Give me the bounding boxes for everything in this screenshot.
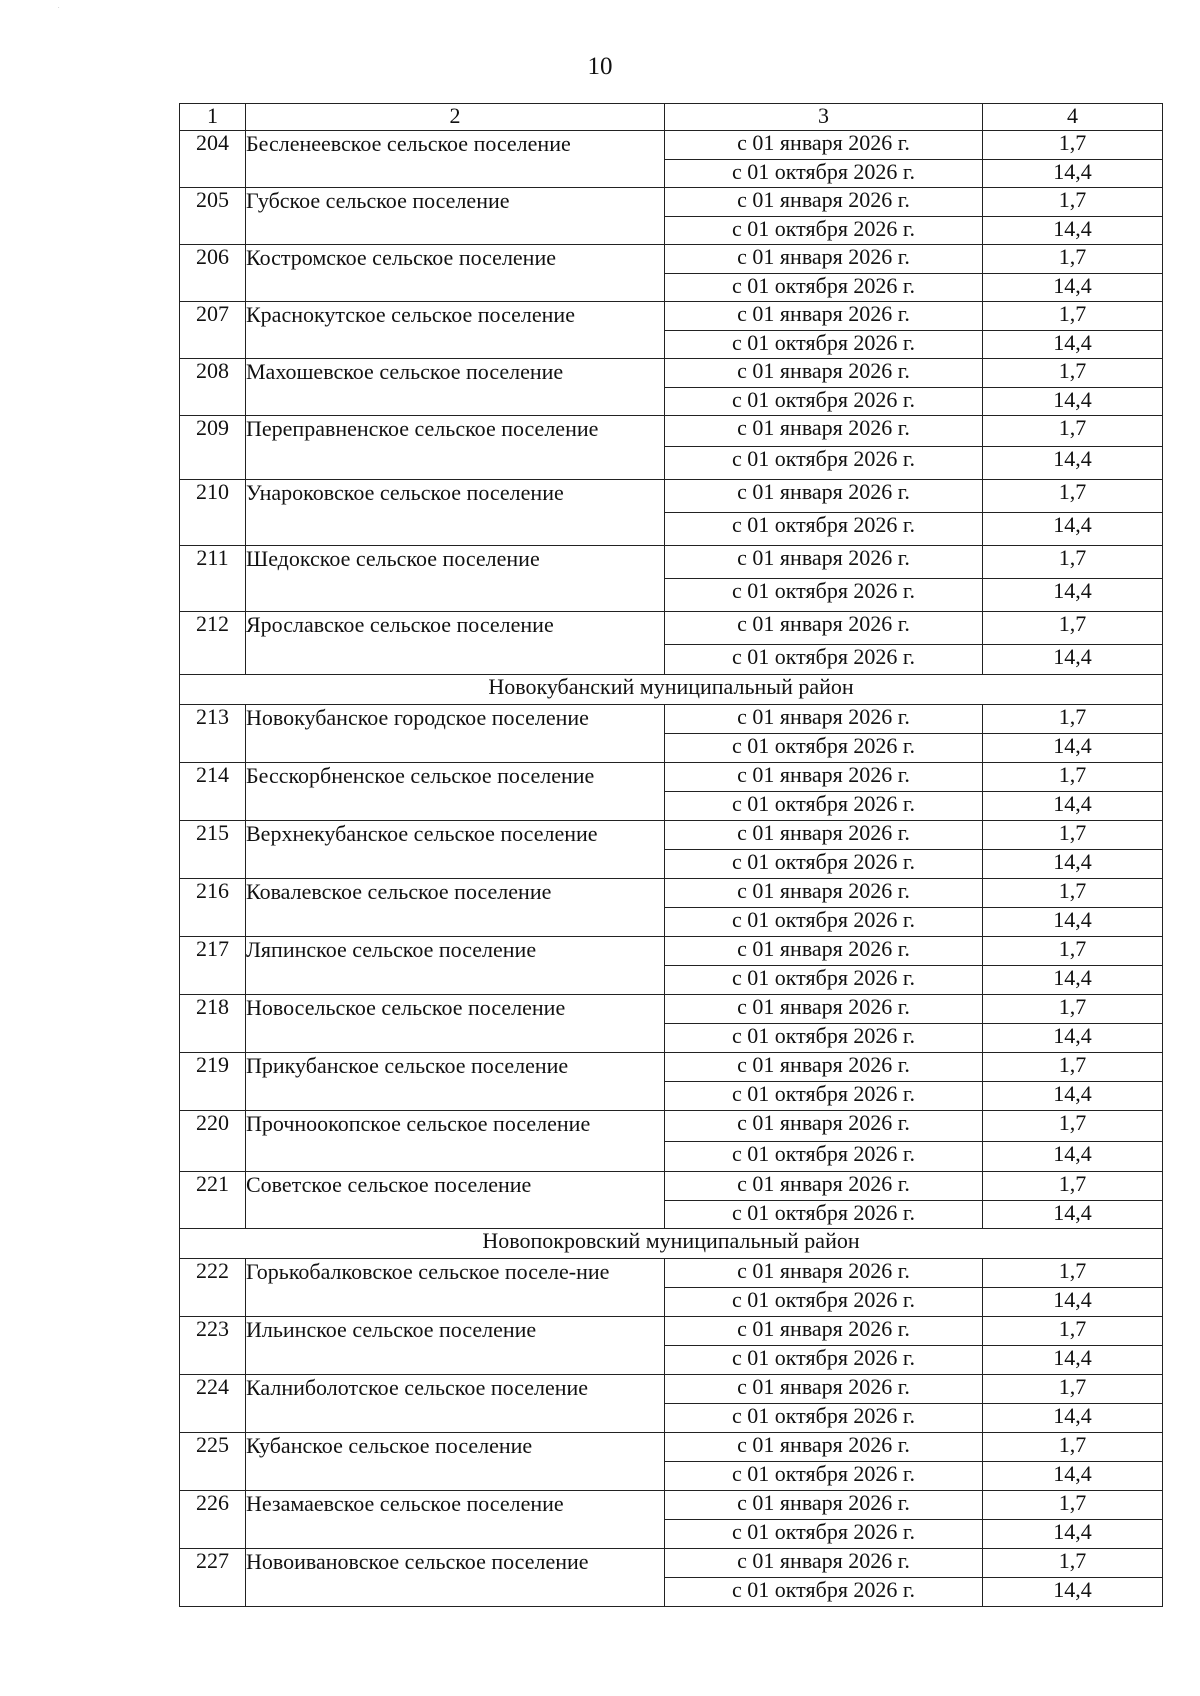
effective-date: с 01 октября 2026 г.: [665, 1520, 983, 1549]
rate-value: 1,7: [983, 612, 1163, 645]
rate-value: 14,4: [983, 1142, 1163, 1172]
header-col-3: 3: [665, 104, 983, 131]
settlement-name: Прочноокопское сельское поселение: [246, 1111, 665, 1172]
settlement-name: Махошевское сельское поселение: [246, 359, 665, 416]
row-number: 215: [180, 821, 246, 879]
settlement-name: Ярославское сельское поселение: [246, 612, 665, 675]
rate-value: 14,4: [983, 1404, 1163, 1433]
row-number: 212: [180, 612, 246, 675]
effective-date: с 01 января 2026 г.: [665, 188, 983, 217]
table-row: [180, 937, 1163, 966]
rate-value: 1,7: [983, 1317, 1163, 1346]
settlement-name: Новоивановское сельское поселение: [246, 1549, 665, 1607]
settlement-name: Краснокутское сельское поселение: [246, 302, 665, 359]
rate-value: 1,7: [983, 302, 1163, 331]
effective-date: с 01 октября 2026 г.: [665, 331, 983, 359]
rate-value: 1,7: [983, 763, 1163, 792]
district-row: [180, 675, 1163, 705]
settlement-name: Кубанское сельское поселение: [246, 1433, 665, 1491]
rate-value: 14,4: [983, 645, 1163, 675]
table-row: [180, 131, 1163, 160]
district-row: [180, 1229, 1163, 1259]
rate-value: 1,7: [983, 359, 1163, 388]
effective-date: с 01 января 2026 г.: [665, 1053, 983, 1082]
table-row: [180, 1111, 1163, 1142]
rate-value: 1,7: [983, 879, 1163, 908]
rate-value: 1,7: [983, 188, 1163, 217]
rate-value: 1,7: [983, 995, 1163, 1024]
row-number: 214: [180, 763, 246, 821]
settlement-name: Советское сельское поселение: [246, 1172, 665, 1229]
rate-value: 1,7: [983, 546, 1163, 579]
rate-value: 14,4: [983, 1288, 1163, 1317]
effective-date: с 01 января 2026 г.: [665, 1111, 983, 1142]
effective-date: с 01 января 2026 г.: [665, 937, 983, 966]
header-col-2: 2: [246, 104, 665, 131]
row-number: 213: [180, 705, 246, 763]
table-row: [180, 1053, 1163, 1082]
settlement-name: Ковалевское сельское поселение: [246, 879, 665, 937]
settlement-name: Унароковское сельское поселение: [246, 480, 665, 546]
rate-value: 1,7: [983, 416, 1163, 447]
row-number: 226: [180, 1491, 246, 1549]
rate-value: 1,7: [983, 937, 1163, 966]
table-row: [180, 245, 1163, 274]
header-col-1: 1: [180, 104, 246, 131]
table-row: [180, 1259, 1163, 1288]
rate-value: 1,7: [983, 131, 1163, 160]
table-row: [180, 995, 1163, 1024]
rate-value: 14,4: [983, 1201, 1163, 1229]
row-number: 218: [180, 995, 246, 1053]
table-row: [180, 612, 1163, 645]
settlement-name: Калниболотское сельское поселение: [246, 1375, 665, 1433]
row-number: 217: [180, 937, 246, 995]
effective-date: с 01 января 2026 г.: [665, 1317, 983, 1346]
table-row: [180, 188, 1163, 217]
effective-date: с 01 октября 2026 г.: [665, 217, 983, 245]
row-number: 224: [180, 1375, 246, 1433]
effective-date: с 01 октября 2026 г.: [665, 160, 983, 188]
settlement-name: Ильинское сельское поселение: [246, 1317, 665, 1375]
row-number: 219: [180, 1053, 246, 1111]
settlement-name: Губское сельское поселение: [246, 188, 665, 245]
effective-date: с 01 октября 2026 г.: [665, 792, 983, 821]
rate-value: 14,4: [983, 217, 1163, 245]
settlement-name: Новокубанское городское поселение: [246, 705, 665, 763]
table-row: [180, 302, 1163, 331]
rate-value: 14,4: [983, 1082, 1163, 1111]
rate-value: 14,4: [983, 966, 1163, 995]
effective-date: с 01 января 2026 г.: [665, 302, 983, 331]
row-number: 216: [180, 879, 246, 937]
effective-date: с 01 января 2026 г.: [665, 1491, 983, 1520]
effective-date: с 01 октября 2026 г.: [665, 274, 983, 302]
table-row: [180, 416, 1163, 447]
rate-value: 14,4: [983, 1578, 1163, 1607]
settlement-name: Верхнекубанское сельское поселение: [246, 821, 665, 879]
table-row: [180, 1549, 1163, 1578]
effective-date: с 01 января 2026 г.: [665, 1549, 983, 1578]
district-title: Новопокровский муниципальный район: [180, 1229, 1163, 1259]
table-body: [180, 104, 1163, 1607]
effective-date: с 01 октября 2026 г.: [665, 579, 983, 612]
table-row: [180, 480, 1163, 513]
effective-date: с 01 января 2026 г.: [665, 879, 983, 908]
rate-value: 1,7: [983, 480, 1163, 513]
effective-date: с 01 октября 2026 г.: [665, 1346, 983, 1375]
effective-date: с 01 октября 2026 г.: [665, 734, 983, 763]
effective-date: с 01 января 2026 г.: [665, 612, 983, 645]
effective-date: с 01 января 2026 г.: [665, 995, 983, 1024]
settlement-name: Переправненское сельское поселение: [246, 416, 665, 480]
rate-value: 1,7: [983, 1053, 1163, 1082]
effective-date: с 01 октября 2026 г.: [665, 850, 983, 879]
rate-value: 1,7: [983, 1491, 1163, 1520]
table-row: [180, 1491, 1163, 1520]
settlement-name: Ляпинское сельское поселение: [246, 937, 665, 995]
row-number: 205: [180, 188, 246, 245]
settlement-name: Бесскорбненское сельское поселение: [246, 763, 665, 821]
rate-value: 1,7: [983, 1259, 1163, 1288]
effective-date: с 01 октября 2026 г.: [665, 1142, 983, 1172]
district-title: Новокубанский муниципальный район: [180, 675, 1163, 705]
effective-date: с 01 января 2026 г.: [665, 546, 983, 579]
settlement-name: Бесленеевское сельское поселение: [246, 131, 665, 188]
effective-date: с 01 января 2026 г.: [665, 480, 983, 513]
row-number: 227: [180, 1549, 246, 1607]
page-number: 10: [587, 53, 613, 80]
rate-value: 14,4: [983, 908, 1163, 937]
header-col-4: 4: [983, 104, 1163, 131]
settlement-name: Новосельское сельское поселение: [246, 995, 665, 1053]
rate-value: 1,7: [983, 705, 1163, 734]
row-number: 222: [180, 1259, 246, 1317]
settlement-name: Горькобалковское сельское поселе-ние: [246, 1259, 665, 1317]
effective-date: с 01 января 2026 г.: [665, 1433, 983, 1462]
scan-speck: .: [58, 4, 60, 10]
settlement-name: Костромское сельское поселение: [246, 245, 665, 302]
effective-date: с 01 октября 2026 г.: [665, 1024, 983, 1053]
settlement-name: Незамаевское сельское поселение: [246, 1491, 665, 1549]
table-row: [180, 359, 1163, 388]
table-row: [180, 763, 1163, 792]
settlements-table: [179, 103, 1163, 1607]
table-row: [180, 1172, 1163, 1201]
effective-date: с 01 января 2026 г.: [665, 416, 983, 447]
effective-date: с 01 января 2026 г.: [665, 705, 983, 734]
effective-date: с 01 января 2026 г.: [665, 821, 983, 850]
effective-date: с 01 января 2026 г.: [665, 131, 983, 160]
effective-date: с 01 октября 2026 г.: [665, 645, 983, 675]
rate-value: 14,4: [983, 734, 1163, 763]
row-number: 220: [180, 1111, 246, 1172]
row-number: 225: [180, 1433, 246, 1491]
rate-value: 1,7: [983, 245, 1163, 274]
table-row: [180, 1375, 1163, 1404]
rate-value: 14,4: [983, 1346, 1163, 1375]
rate-value: 14,4: [983, 160, 1163, 188]
rate-value: 14,4: [983, 513, 1163, 546]
rate-value: 14,4: [983, 850, 1163, 879]
effective-date: с 01 октября 2026 г.: [665, 1201, 983, 1229]
effective-date: с 01 января 2026 г.: [665, 359, 983, 388]
table-row: [180, 1317, 1163, 1346]
rate-value: 14,4: [983, 274, 1163, 302]
effective-date: с 01 октября 2026 г.: [665, 1404, 983, 1433]
effective-date: с 01 октября 2026 г.: [665, 1288, 983, 1317]
effective-date: с 01 октября 2026 г.: [665, 1462, 983, 1491]
table-row: [180, 705, 1163, 734]
rate-value: 14,4: [983, 1024, 1163, 1053]
rate-value: 14,4: [983, 1462, 1163, 1491]
rate-value: 14,4: [983, 579, 1163, 612]
effective-date: с 01 октября 2026 г.: [665, 513, 983, 546]
effective-date: с 01 октября 2026 г.: [665, 966, 983, 995]
rate-value: 1,7: [983, 1172, 1163, 1201]
effective-date: с 01 октября 2026 г.: [665, 1578, 983, 1607]
table-row: [180, 546, 1163, 579]
row-number: 209: [180, 416, 246, 480]
rate-value: 1,7: [983, 1549, 1163, 1578]
effective-date: с 01 января 2026 г.: [665, 1172, 983, 1201]
rate-value: 14,4: [983, 388, 1163, 416]
rate-value: 14,4: [983, 792, 1163, 821]
row-number: 206: [180, 245, 246, 302]
rate-value: 1,7: [983, 1433, 1163, 1462]
effective-date: с 01 января 2026 г.: [665, 1259, 983, 1288]
effective-date: с 01 октября 2026 г.: [665, 1082, 983, 1111]
table-row: [180, 1433, 1163, 1462]
rate-value: 14,4: [983, 331, 1163, 359]
header-row: [180, 104, 1163, 131]
settlement-name: Прикубанское сельское поселение: [246, 1053, 665, 1111]
effective-date: с 01 января 2026 г.: [665, 245, 983, 274]
effective-date: с 01 октября 2026 г.: [665, 447, 983, 480]
effective-date: с 01 октября 2026 г.: [665, 908, 983, 937]
row-number: 204: [180, 131, 246, 188]
effective-date: с 01 января 2026 г.: [665, 763, 983, 792]
row-number: 221: [180, 1172, 246, 1229]
row-number: 211: [180, 546, 246, 612]
table-row: [180, 879, 1163, 908]
row-number: 208: [180, 359, 246, 416]
rate-value: 1,7: [983, 1375, 1163, 1404]
row-number: 210: [180, 480, 246, 546]
rate-value: 14,4: [983, 447, 1163, 480]
rate-value: 1,7: [983, 1111, 1163, 1142]
rate-value: 1,7: [983, 821, 1163, 850]
settlement-name: Шедокское сельское поселение: [246, 546, 665, 612]
effective-date: с 01 января 2026 г.: [665, 1375, 983, 1404]
table-row: [180, 821, 1163, 850]
row-number: 207: [180, 302, 246, 359]
row-number: 223: [180, 1317, 246, 1375]
rate-value: 14,4: [983, 1520, 1163, 1549]
effective-date: с 01 октября 2026 г.: [665, 388, 983, 416]
